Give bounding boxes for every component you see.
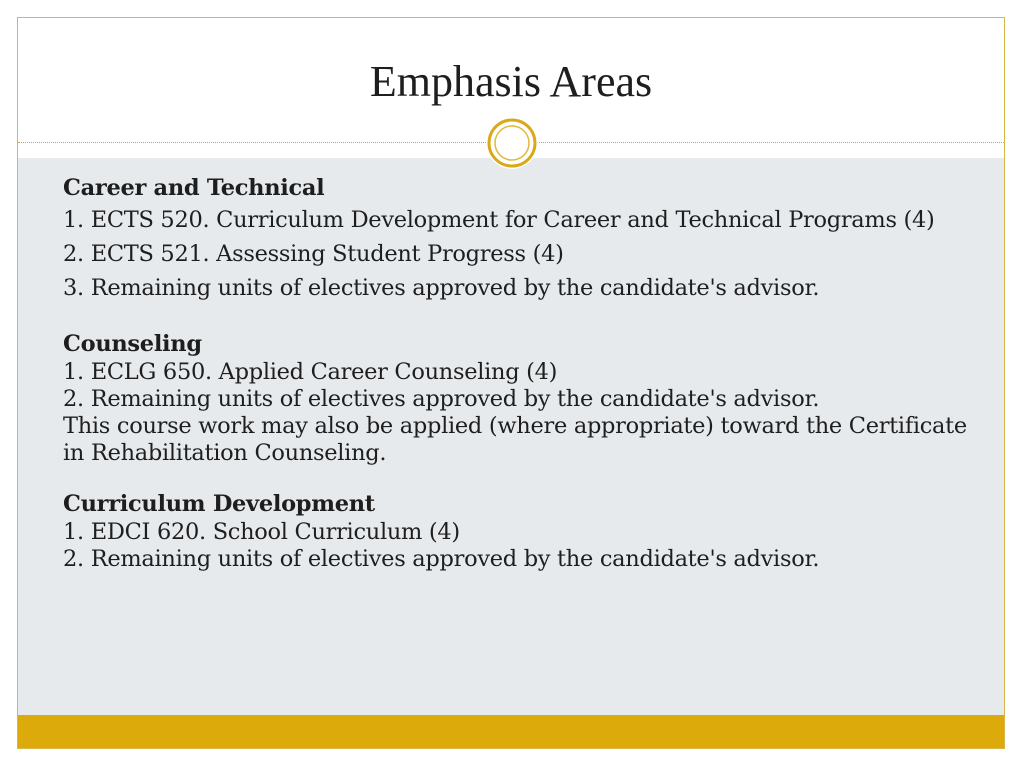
list-item: This course work may also be applied (where appropriate) toward the Certificate in Rehabilitation Counseling. — [63, 413, 967, 466]
section-career-technical — [63, 173, 983, 302]
section-heading: Career and Technical — [63, 175, 325, 201]
slide-title: Emphasis Areas — [369, 57, 653, 106]
section-counseling — [63, 329, 983, 467]
section-heading: Curriculum Development — [63, 491, 375, 517]
gold-ring-ornament-icon — [485, 116, 539, 170]
list-item: 2. ECTS 521. Assessing Student Progress (4) — [63, 241, 564, 267]
list-item: 1. EDCI 620. School Curriculum (4) — [63, 519, 460, 545]
section-heading: Counseling — [63, 331, 202, 357]
list-item: 2. Remaining units of electives approved by the candidate's advisor. — [63, 546, 820, 572]
slide — [17, 17, 1005, 749]
list-item: 1. ECLG 650. Applied Career Counseling (4) — [63, 359, 558, 385]
list-item: 2. Remaining units of electives approved by the candidate's advisor. — [63, 386, 820, 412]
list-item: 3. Remaining units of electives approved by the candidate's advisor. — [63, 275, 820, 301]
list-item: 1. ECTS 520. Curriculum Development for Career and Technical Programs (4) — [63, 207, 935, 233]
slide-body — [63, 173, 983, 573]
footer-accent-bar — [18, 715, 1004, 749]
section-curriculum-development — [63, 489, 983, 573]
